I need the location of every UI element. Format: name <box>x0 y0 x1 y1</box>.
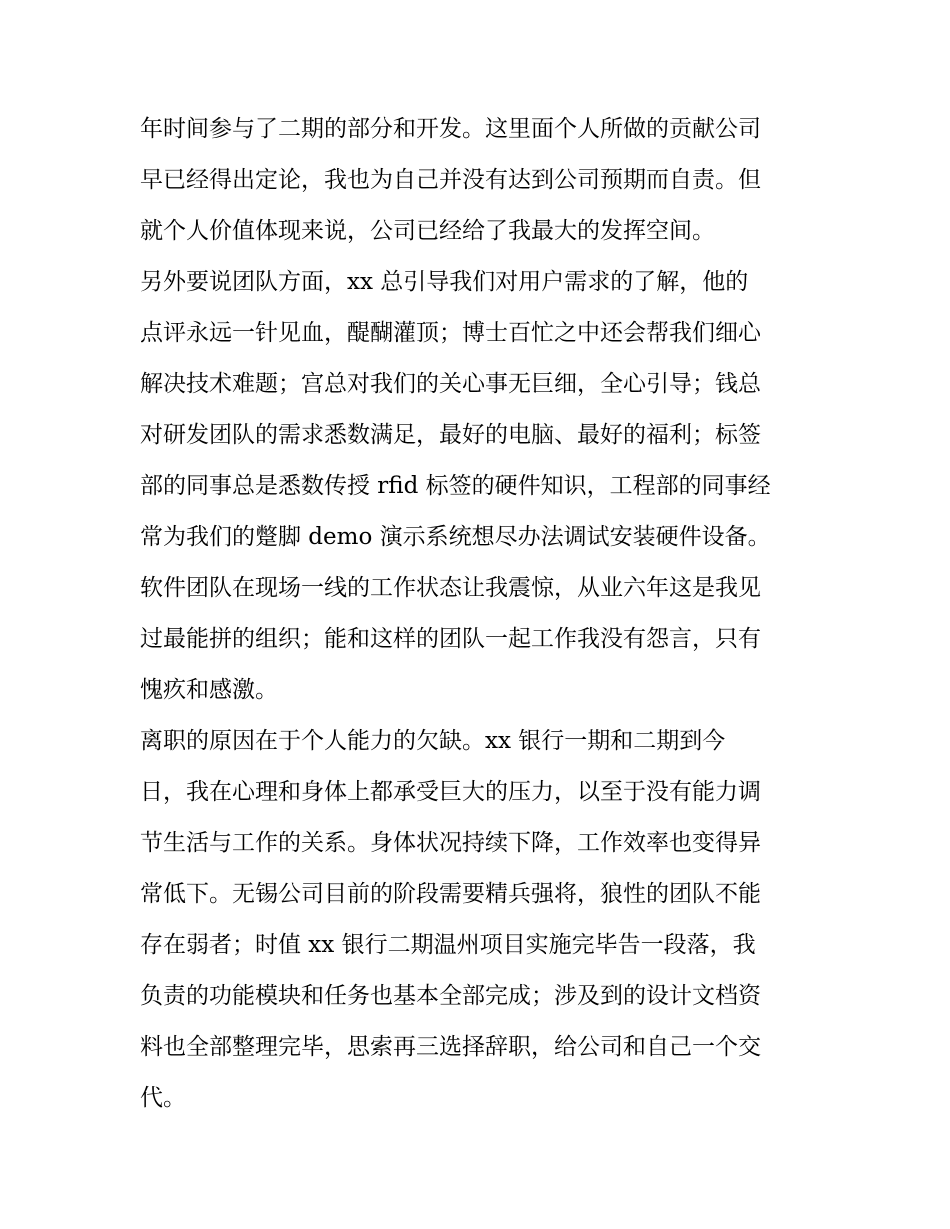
text-line: 就个人价值体现来说，公司已经给了我最大的发挥空间。 <box>140 218 715 244</box>
text-line: 常低下。无锡公司目前的阶段需要精兵强将，狼性的团队不能 <box>140 881 761 907</box>
text-line: 负责的功能模块和任务也基本全部完成；涉及到的设计文档资 <box>140 983 761 1009</box>
text-line: 部的同事总是悉数传授 rfid 标签的硬件知识，工程部的同事经 <box>140 473 771 499</box>
text-line: 节生活与工作的关系。身体状况持续下降，工作效率也变得异 <box>140 830 761 856</box>
text-line: 常为我们的蹩脚 demo 演示系统想尽办法调试安装硬件设备。 <box>140 524 771 550</box>
text-line: 解决技术难题；宫总对我们的关心事无巨细，全心引导；钱总 <box>140 371 761 397</box>
text-line: 存在弱者；时值 xx 银行二期温州项目实施完毕告一段落，我 <box>140 932 756 958</box>
text-line: 对研发团队的需求悉数满足，最好的电脑、最好的福利；标签 <box>140 422 761 448</box>
text-line: 离职的原因在于个人能力的欠缺。xx 银行一期和二期到今 <box>140 728 726 754</box>
text-line: 代。 <box>140 1085 186 1111</box>
text-line: 年时间参与了二期的部分和开发。这里面个人所做的贡献公司 <box>140 116 761 142</box>
document-body <box>140 104 820 1124</box>
text-line: 点评永远一针见血，醍醐灌顶；博士百忙之中还会帮我们细心 <box>140 320 761 346</box>
text-line: 料也全部整理完毕，思索再三选择辞职，给公司和自己一个交 <box>140 1034 761 1060</box>
text-line: 愧疚和感激。 <box>140 677 278 703</box>
text-line: 过最能拼的组织；能和这样的团队一起工作我没有怨言，只有 <box>140 626 761 652</box>
text-line: 日，我在心理和身体上都承受巨大的压力，以至于没有能力调 <box>140 779 761 805</box>
text-line: 另外要说团队方面，xx 总引导我们对用户需求的了解，他的 <box>140 269 749 295</box>
text-line: 软件团队在现场一线的工作状态让我震惊，从业六年这是我见 <box>140 575 761 601</box>
text-line: 早已经得出定论，我也为自己并没有达到公司预期而自责。但 <box>140 167 761 193</box>
